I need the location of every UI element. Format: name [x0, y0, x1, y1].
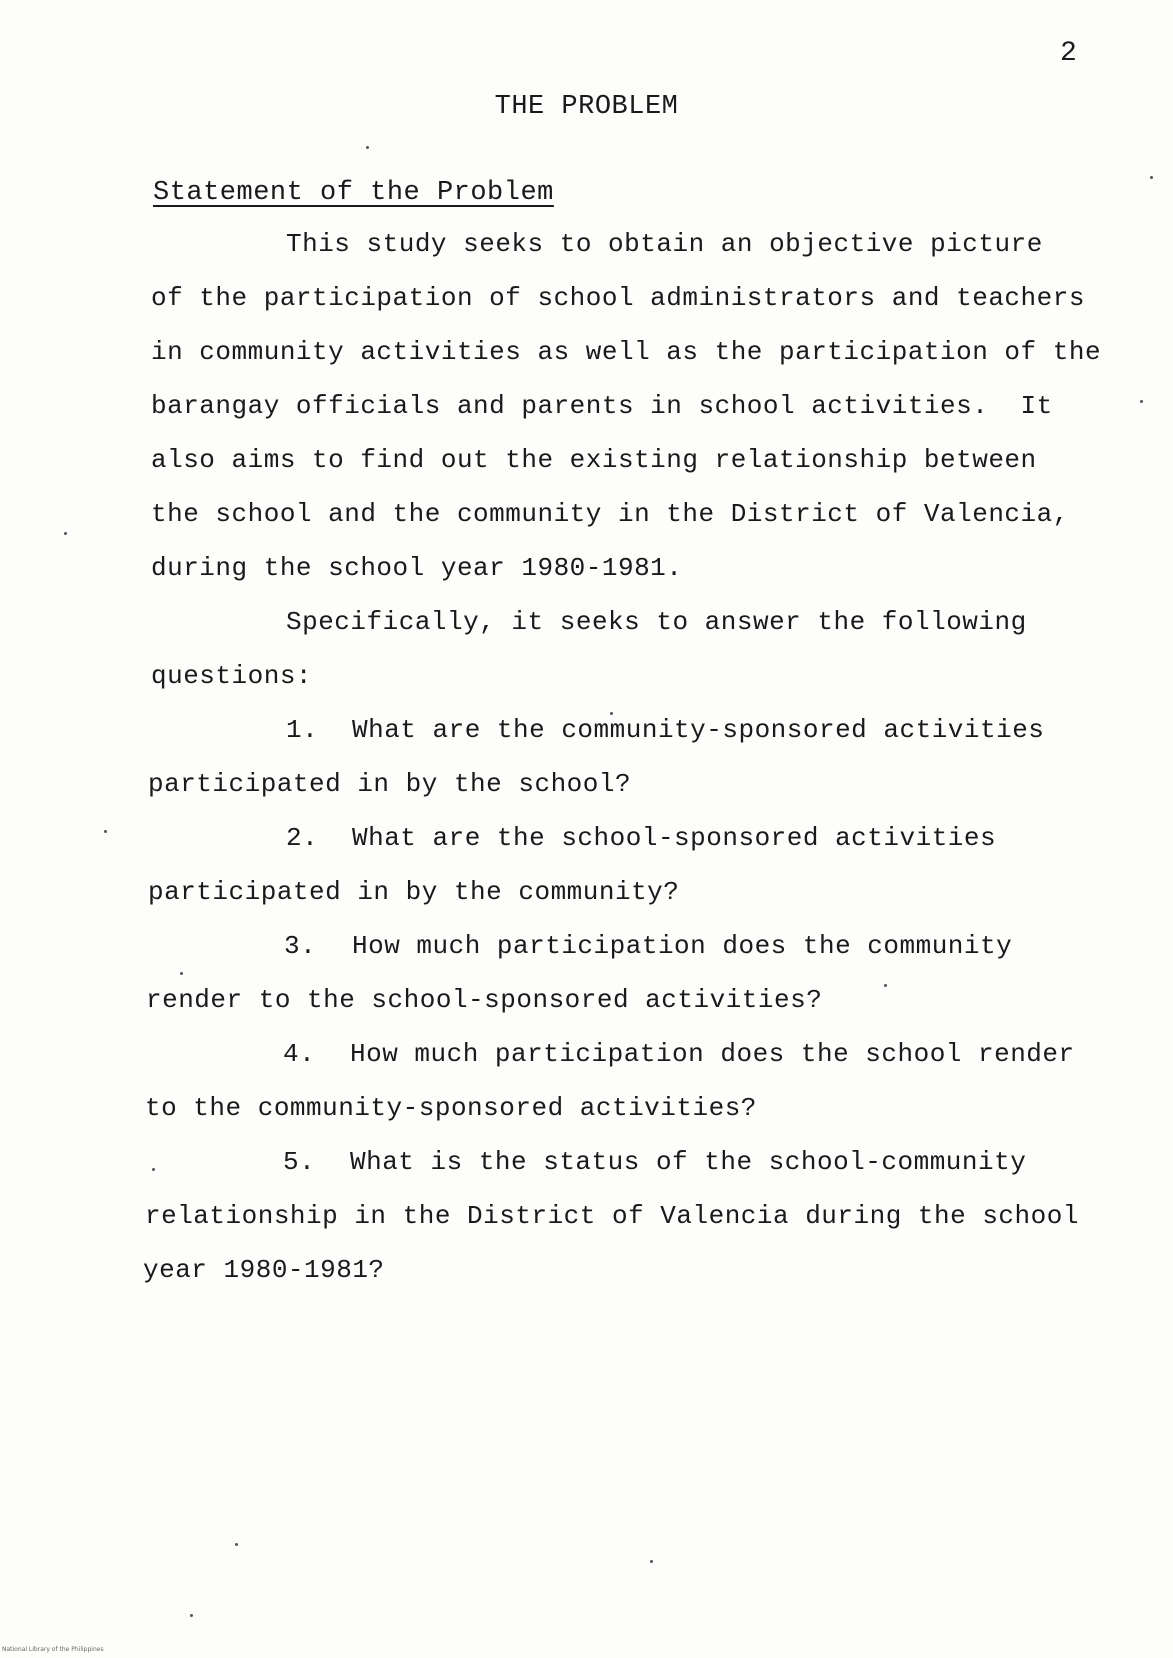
- scan-speck: [610, 712, 613, 715]
- page-number: 2: [1060, 38, 1078, 69]
- question-line: year 1980-1981?: [143, 1255, 385, 1285]
- question-line: What are the school-sponsored activities: [352, 823, 997, 853]
- scan-speck: [64, 532, 67, 535]
- paragraph1-line: barangay officials and parents in school activities. It: [151, 391, 1053, 421]
- paragraph2-line: Specifically, it seeks to answer the following: [286, 607, 1027, 637]
- question-line: participated in by the community?: [148, 877, 680, 907]
- question-number: 1.: [286, 715, 319, 745]
- scan-speck: [1150, 176, 1153, 179]
- archive-footer-note: National Library of the Philippines: [2, 1646, 104, 1653]
- question-number: 4.: [283, 1039, 316, 1069]
- scan-speck: [190, 1614, 193, 1617]
- scan-speck: [1140, 400, 1143, 403]
- paragraph1-line: the school and the community in the District of Valencia,: [151, 499, 1069, 529]
- paragraph1-line: of the participation of school administrators and teachers: [151, 283, 1085, 313]
- scan-speck: [104, 830, 107, 833]
- scan-speck: [235, 1543, 238, 1546]
- page-title: THE PROBLEM: [494, 92, 679, 122]
- section-heading: Statement of the Problem: [153, 178, 554, 208]
- scan-speck: [884, 984, 887, 987]
- paragraph1-line: in community activities as well as the participation of the: [151, 337, 1102, 367]
- paragraph1-line: during the school year 1980-1981.: [151, 553, 683, 583]
- scan-speck: [366, 146, 369, 149]
- question-line: How much participation does the community: [352, 931, 1013, 961]
- question-line: to the community-sponsored activities?: [145, 1093, 757, 1123]
- question-number: 2.: [286, 823, 319, 853]
- question-line: render to the school-sponsored activities?: [146, 985, 823, 1015]
- scan-speck: [152, 1168, 155, 1171]
- question-line: relationship in the District of Valencia during the school: [145, 1201, 1079, 1231]
- question-line: What is the status of the school-community: [350, 1147, 1027, 1177]
- paragraph1-line: also aims to find out the existing relationship between: [151, 445, 1037, 475]
- scan-speck: [650, 1560, 653, 1563]
- question-number: 3.: [284, 931, 317, 961]
- scan-speck: [180, 972, 183, 975]
- paragraph1-line: This study seeks to obtain an objective picture: [286, 229, 1043, 259]
- question-line: What are the community-sponsored activities: [352, 715, 1045, 745]
- question-number: 5.: [283, 1147, 316, 1177]
- paragraph2-line: questions:: [151, 661, 313, 691]
- question-line: How much participation does the school render: [350, 1039, 1075, 1069]
- question-line: participated in by the school?: [148, 769, 632, 799]
